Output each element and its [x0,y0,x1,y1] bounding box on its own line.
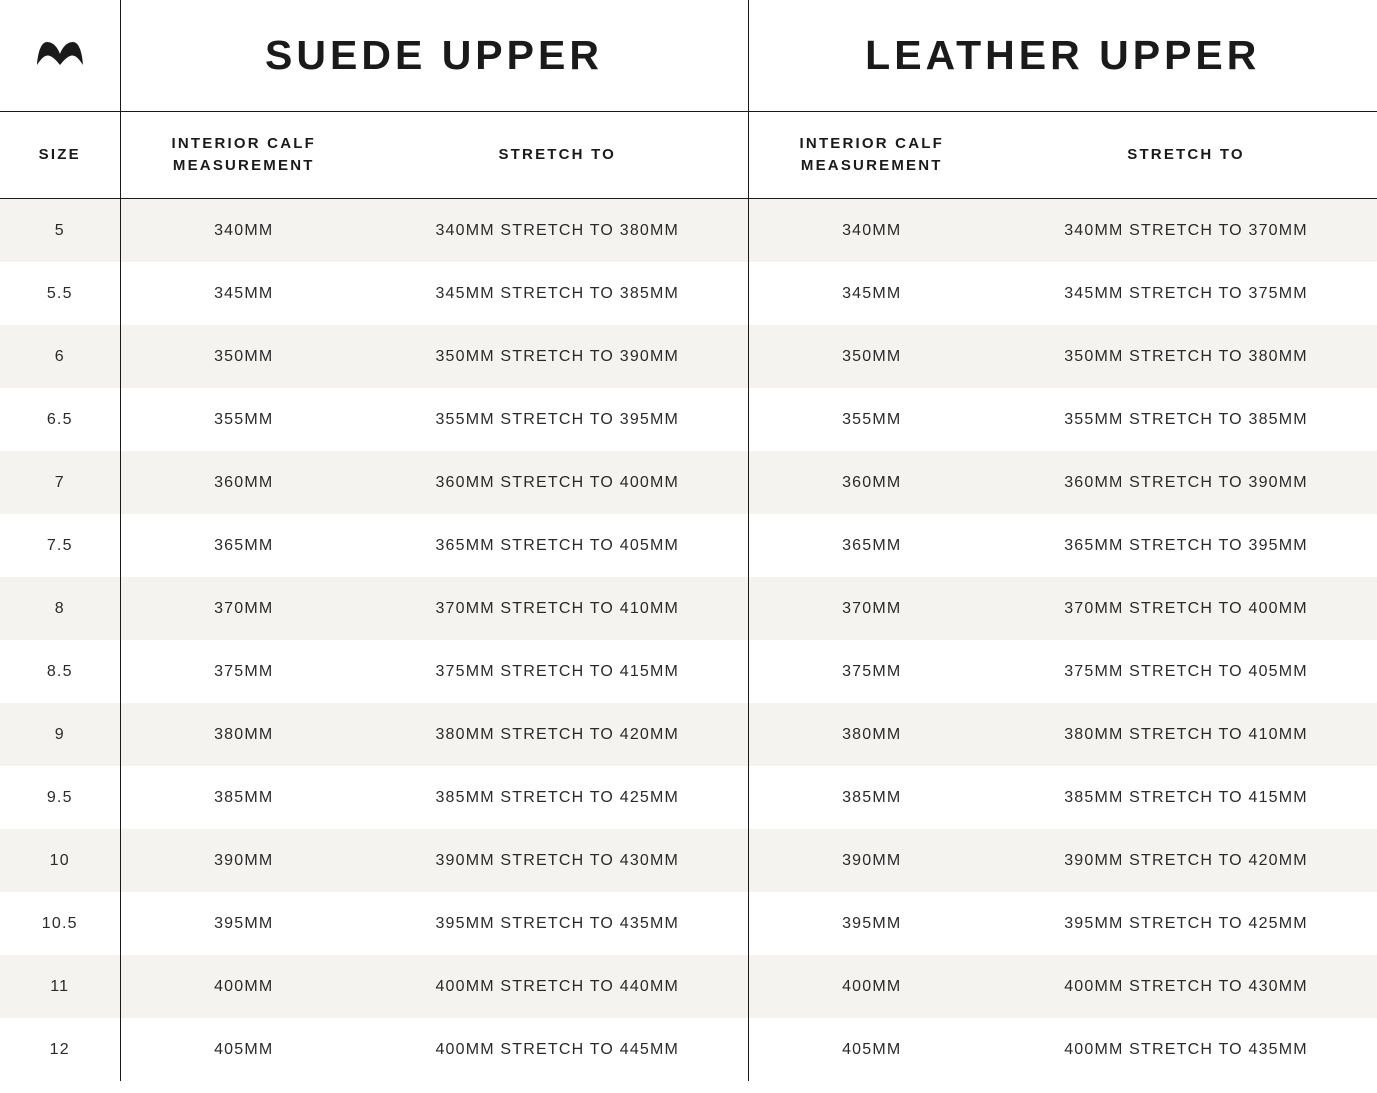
column-header-size: SIZE [0,112,120,199]
cell-size: 12 [0,1018,120,1081]
cell-size: 8.5 [0,640,120,703]
cell-leather-stretch: 360MM STRETCH TO 390MM [995,451,1377,514]
cell-size: 11 [0,955,120,1018]
cell-suede-stretch: 350MM STRETCH TO 390MM [367,325,748,388]
table-row [0,892,1377,955]
cell-leather-stretch: 345MM STRETCH TO 375MM [1064,284,1308,302]
table-row [0,388,1377,451]
cell-suede-calf: 405MM [214,1040,274,1058]
cell-suede-calf: 380MM [120,703,367,766]
cell-leather-calf: 380MM [748,703,995,766]
cell-leather-calf: 345MM [842,284,902,302]
cell-leather-calf: 370MM [748,577,995,640]
cell-suede-calf: 390MM [120,829,367,892]
cell-suede-calf: 400MM [120,955,367,1018]
cell-suede-calf: 360MM [120,451,367,514]
table-row [0,325,1377,388]
cell-suede-stretch: 360MM STRETCH TO 400MM [367,451,748,514]
cell-size: 7 [0,451,120,514]
cell-leather-stretch: 385MM STRETCH TO 415MM [1064,788,1308,806]
cell-leather-calf: 385MM [842,788,902,806]
cell-suede-calf: 375MM [214,662,274,680]
cell-leather-stretch: 400MM STRETCH TO 430MM [995,955,1377,1018]
cell-size: 10 [0,829,120,892]
cell-suede-stretch: 395MM STRETCH TO 435MM [367,892,748,955]
cell-suede-stretch: 355MM STRETCH TO 395MM [367,388,748,451]
cell-size: 9.5 [0,766,120,829]
cell-leather-stretch: 370MM STRETCH TO 400MM [995,577,1377,640]
cell-size: 8 [0,577,120,640]
cell-leather-stretch: 390MM STRETCH TO 420MM [995,829,1377,892]
cell-leather-calf: 405MM [842,1040,902,1058]
cell-suede-stretch: 365MM STRETCH TO 405MM [367,514,748,577]
cell-size: 5 [0,199,120,263]
cell-suede-stretch: 385MM STRETCH TO 425MM [367,766,748,829]
brand-logo-mark-icon [35,40,85,66]
cell-suede-stretch: 375MM STRETCH TO 415MM [367,640,748,703]
table-row [0,640,1377,703]
cell-suede-stretch: 400MM STRETCH TO 440MM [367,955,748,1018]
cell-leather-stretch: 395MM STRETCH TO 425MM [1064,914,1308,932]
cell-suede-calf: 340MM [120,199,367,263]
cell-suede-calf: 355MM [214,410,274,428]
table-row [0,262,1377,325]
cell-suede-calf: 350MM [120,325,367,388]
cell-leather-calf: 350MM [748,325,995,388]
column-header-leather-interior-calf: INTERIOR CALF MEASUREMENT [748,112,995,199]
cell-suede-stretch: 345MM STRETCH TO 385MM [367,262,748,325]
cell-leather-calf: 400MM [748,955,995,1018]
cell-leather-stretch: 365MM STRETCH TO 395MM [1064,536,1308,554]
group-header-suede: SUEDE UPPER [120,0,748,112]
cell-leather-calf: 390MM [748,829,995,892]
cell-suede-stretch: 340MM STRETCH TO 380MM [367,199,748,263]
cell-suede-calf: 385MM [214,788,274,806]
size-chart-body [0,199,1377,1082]
cell-leather-stretch: 400MM STRETCH TO 435MM [1064,1040,1308,1058]
cell-leather-stretch: 380MM STRETCH TO 410MM [995,703,1377,766]
cell-size: 5.5 [0,262,120,325]
column-header-suede-interior-calf: INTERIOR CALF MEASUREMENT [120,112,367,199]
table-row [0,955,1377,1018]
table-row [0,199,1377,263]
cell-suede-stretch: 400MM STRETCH TO 445MM [367,1018,748,1081]
cell-leather-calf: 360MM [748,451,995,514]
table-row [0,703,1377,766]
cell-size: 9 [0,703,120,766]
cell-suede-calf: 395MM [214,914,274,932]
cell-leather-stretch: 340MM STRETCH TO 370MM [995,199,1377,263]
cell-suede-calf: 370MM [120,577,367,640]
cell-suede-stretch: 370MM STRETCH TO 410MM [367,577,748,640]
cell-leather-stretch: 375MM STRETCH TO 405MM [1064,662,1308,680]
table-row [0,829,1377,892]
cell-size: 6.5 [0,388,120,451]
cell-leather-stretch: 355MM STRETCH TO 385MM [1064,410,1308,428]
column-header-row [0,112,1377,199]
cell-size: 7.5 [0,514,120,577]
cell-leather-calf: 355MM [842,410,902,428]
cell-suede-stretch: 380MM STRETCH TO 420MM [367,703,748,766]
cell-leather-calf: 375MM [842,662,902,680]
cell-leather-calf: 340MM [748,199,995,263]
cell-suede-calf: 345MM [214,284,274,302]
cell-suede-stretch: 390MM STRETCH TO 430MM [367,829,748,892]
table-row [0,577,1377,640]
cell-leather-calf: 365MM [842,536,902,554]
table-row [0,514,1377,577]
cell-size: 6 [0,325,120,388]
table-row [0,1018,1377,1081]
table-row [0,451,1377,514]
cell-size: 10.5 [0,892,120,955]
cell-leather-calf: 395MM [842,914,902,932]
group-header-row [0,0,1377,112]
cell-leather-stretch: 350MM STRETCH TO 380MM [995,325,1377,388]
column-header-suede-stretch-to: STRETCH TO [367,112,748,199]
group-header-leather: LEATHER UPPER [748,0,1377,112]
table-row [0,766,1377,829]
cell-suede-calf: 365MM [214,536,274,554]
column-header-leather-stretch-to: STRETCH TO [995,112,1377,199]
brand-logo-cell [0,0,120,112]
